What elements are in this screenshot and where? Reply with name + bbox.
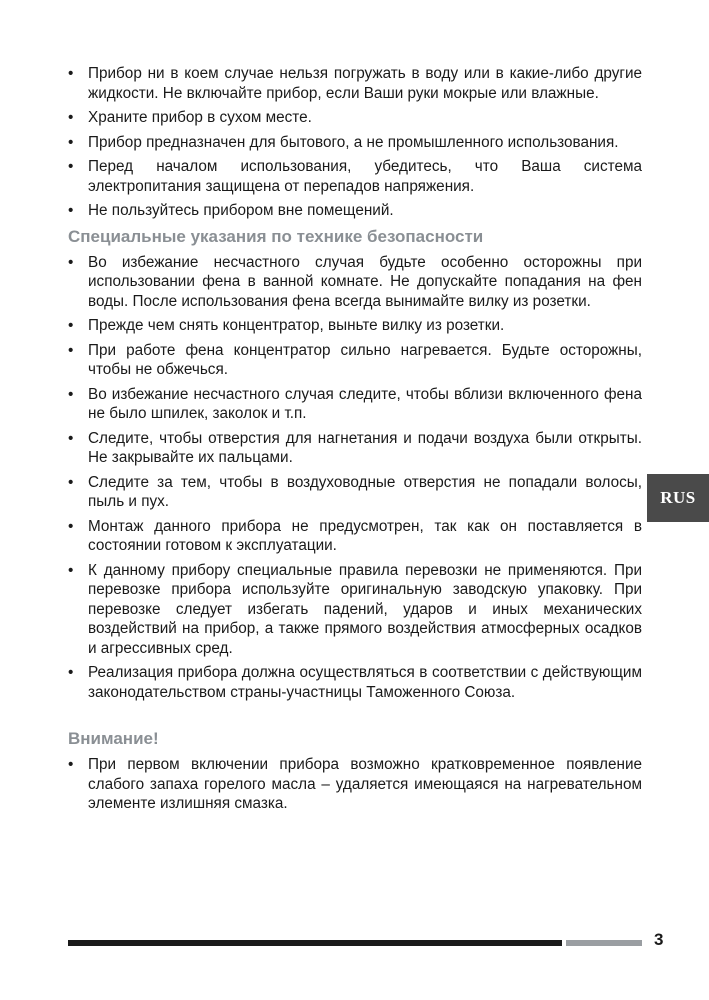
list-item [68,157,642,196]
list-item [68,385,642,424]
list-item-text: • Следите, чтобы отверстия для нагнетания и подачи воздуха были открыты. Не закрывайте их пальцами. [88,429,642,466]
list-item-text: • Во избежание несчастного случая будьте особенно осторожны при использовании фена в ванной комнате. Не допускайте попадания на фен воды. После использования фена всегда вынимайте вилку из розетки. [88,253,642,310]
attention-list [68,755,642,814]
list-item-text: • При первом включении прибора возможно кратковременное появление слабого запаха горелого масла – удаляется имеющаяся на нагревательном элементе излишняя смазка. [88,756,642,812]
page-content [68,64,642,819]
list-item-text: • Не пользуйтесь прибором вне помещений. [88,202,394,219]
footer-rule-grey [566,940,642,946]
list-item [68,473,642,512]
list-item [68,253,642,312]
list-item-text: • Прежде чем снять концентратор, выньте вилку из розетки. [88,317,505,334]
list-item [68,64,642,103]
list-item-text: • Перед началом использования, убедитесь, что Ваша система электропитания защищена от перепадов напряжения. [88,158,642,195]
attention-heading: Внимание! [68,729,159,748]
list-item [68,341,642,380]
list-item [68,429,642,468]
list-item [68,755,642,814]
list-item [68,133,642,153]
list-item [68,201,642,221]
list-item-text: • К данному прибору специальные правила перевозки не применяются. При перевозке прибора используйте оригинальную заводскую упаковку. При перевозке следует избегать падений, ударов и иных механических воздействий на прибор, а также прямого воздействия атмосферных осадков и агрессивных сред. [88,561,642,657]
list-item [68,517,642,556]
general-safety-list [68,64,642,221]
list-item [68,663,642,702]
list-item-text: • Следите за тем, чтобы в воздуховодные отверстия не попадали волосы, пыль и пух. [88,473,642,510]
list-item [68,108,642,128]
special-safety-heading: Специальные указания по технике безопасности [68,226,484,246]
list-item-text: • Во избежание несчастного случая следите, чтобы вблизи включенного фена не было шпилек, заколок и т.п. [88,385,642,422]
list-item [68,561,642,659]
page-number: 3 [654,930,664,949]
footer-rule-dark [68,940,562,946]
list-item-text: • Реализация прибора должна осуществляться в соответствии с действующим законодательством страны-участницы Таможенного Союза. [88,664,642,701]
list-item-text: • При работе фена концентратор сильно нагревается. Будьте осторожны, чтобы не обжечься. [88,341,642,378]
special-safety-list [68,253,642,703]
list-item-text: • Прибор предназначен для бытового, а не промышленного использования. [88,133,619,151]
list-item [68,316,642,336]
list-item-text: • Храните прибор в сухом месте. [88,109,312,126]
list-item-text: • Монтаж данного прибора не предусмотрен, так как он поставляется в состоянии готовом к эксплуатации. [88,517,642,554]
language-tab: RUS [647,474,709,522]
list-item-text: • Прибор ни в коем случае нельзя погружать в воду или в какие-либо другие жидкости. Не включайте прибор, если Ваши руки мокрые или влажные. [88,65,642,102]
